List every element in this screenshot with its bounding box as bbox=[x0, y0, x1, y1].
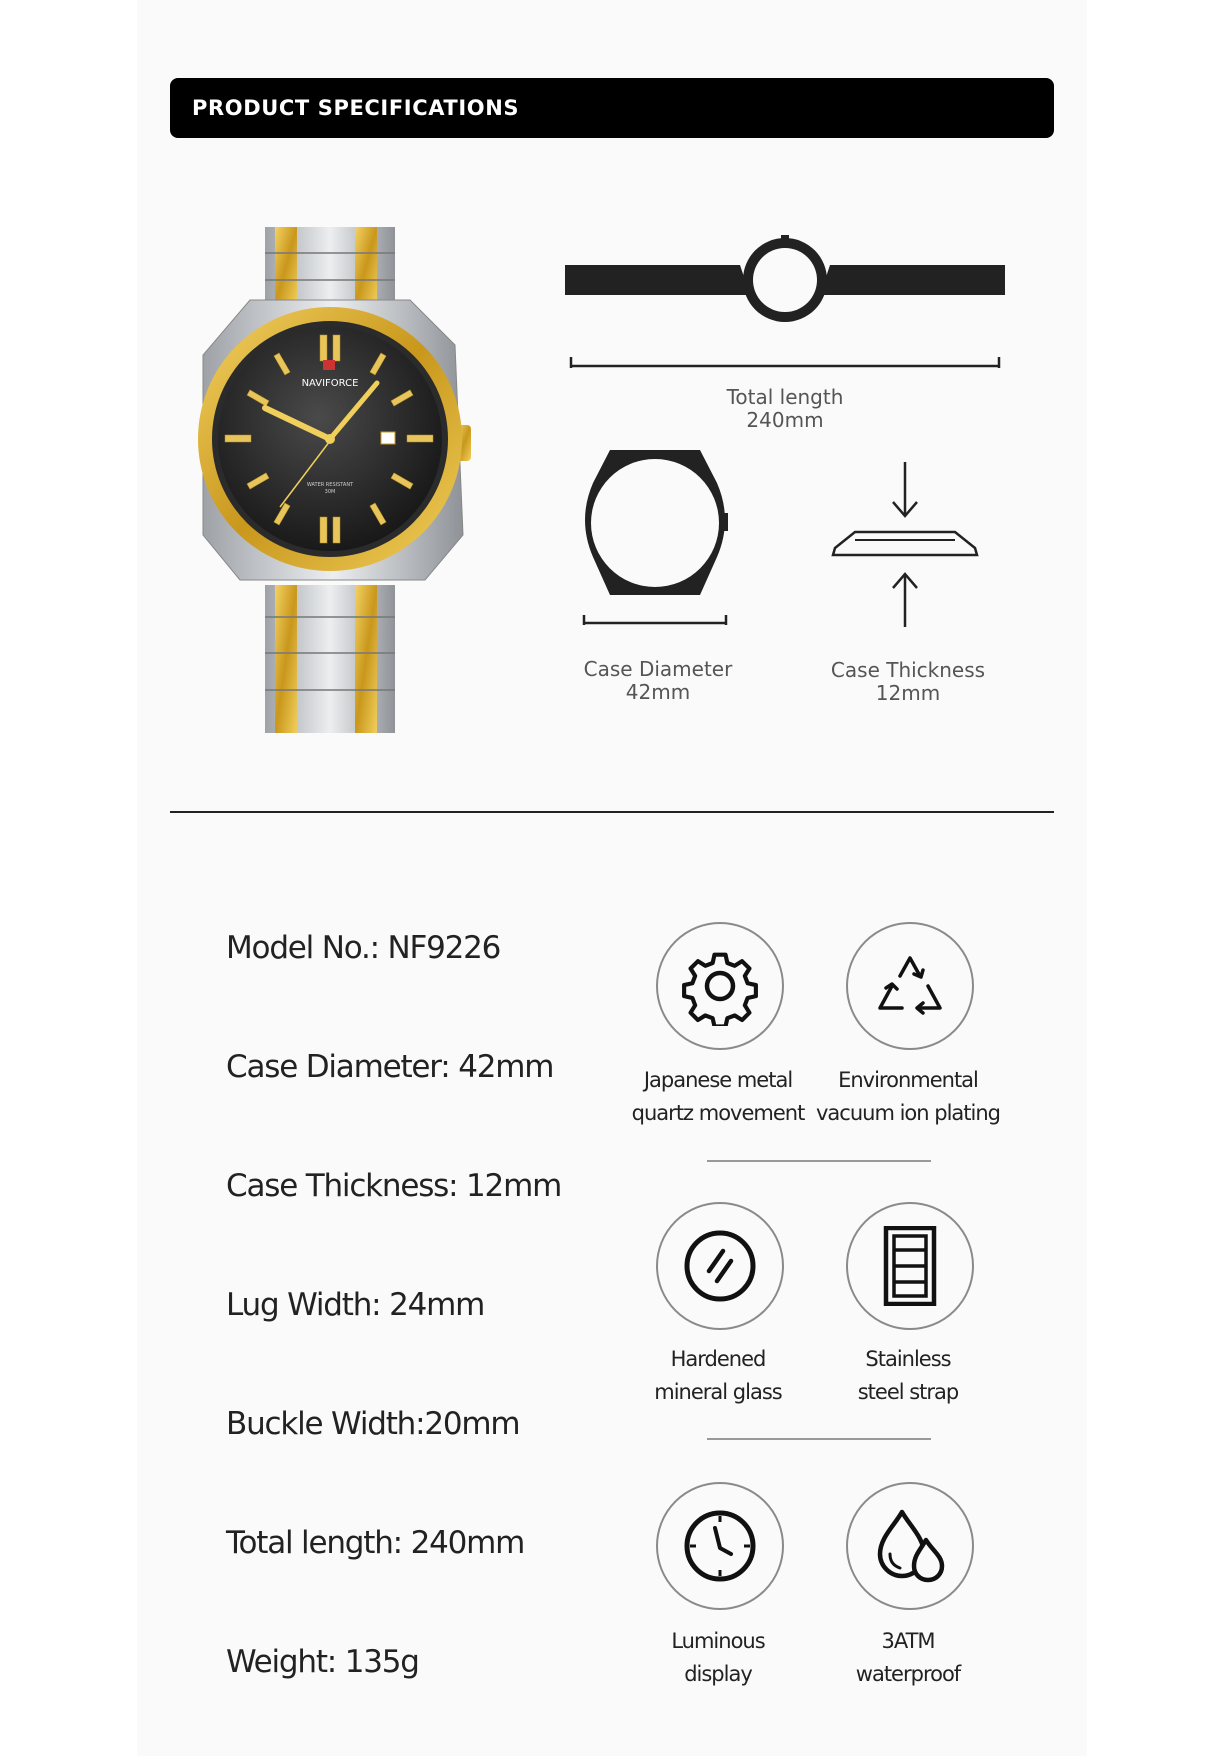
total-length-caption bbox=[685, 386, 885, 432]
watch-dial-depth-text: 30M bbox=[324, 489, 336, 495]
strap-length-diagram bbox=[560, 235, 1010, 375]
spec-case-thickness: Case Thickness: 12mm bbox=[226, 1168, 562, 1204]
feature-luminous bbox=[656, 1482, 784, 1610]
case-diameter-value: 42mm bbox=[625, 680, 691, 704]
feature-luminous-line1: Luminous bbox=[671, 1629, 765, 1653]
case-thickness-label: Case Thickness bbox=[830, 658, 986, 682]
clock-icon bbox=[680, 1506, 760, 1586]
feature-glass-line1: Hardened bbox=[670, 1347, 766, 1371]
feature-glass-line2: mineral glass bbox=[654, 1380, 782, 1404]
feature-ion-plating-line1: Environmental bbox=[838, 1068, 978, 1092]
section-divider bbox=[170, 811, 1054, 813]
total-length-label: Total length bbox=[726, 385, 844, 409]
feature-strap-line1: Stainless bbox=[865, 1347, 951, 1371]
feature-waterproof bbox=[846, 1482, 974, 1610]
feature-waterproof-line2: waterproof bbox=[855, 1662, 961, 1686]
header-bar bbox=[170, 78, 1054, 138]
feature-strap-label bbox=[808, 1343, 1008, 1409]
feature-movement bbox=[656, 922, 784, 1050]
feature-strap bbox=[846, 1202, 974, 1330]
total-length-value: 240mm bbox=[746, 408, 824, 432]
feature-glass bbox=[656, 1202, 784, 1330]
watch-brand-text: NAVIFORCE bbox=[301, 378, 359, 389]
feature-ion-plating-line2: vacuum ion plating bbox=[815, 1101, 1000, 1125]
feature-movement-label bbox=[618, 1064, 818, 1130]
recycle-icon bbox=[870, 946, 950, 1026]
spec-case-diameter: Case Diameter: 42mm bbox=[226, 1049, 554, 1085]
feature-divider bbox=[707, 1160, 931, 1162]
spec-buckle-width: Buckle Width:20mm bbox=[226, 1406, 520, 1442]
feature-strap-line2: steel strap bbox=[857, 1380, 959, 1404]
spec-total-length: Total length: 240mm bbox=[226, 1525, 525, 1561]
case-diameter-label: Case Diameter bbox=[583, 657, 733, 681]
feature-ion-plating bbox=[846, 922, 974, 1050]
case-thickness-diagram bbox=[825, 460, 985, 630]
feature-ion-plating-label bbox=[808, 1064, 1008, 1130]
case-thickness-caption bbox=[808, 659, 1008, 705]
feature-luminous-line2: display bbox=[684, 1662, 752, 1686]
glass-icon bbox=[680, 1226, 760, 1306]
feature-waterproof-label bbox=[808, 1625, 1008, 1691]
water-drops-icon bbox=[870, 1506, 950, 1586]
case-thickness-value: 12mm bbox=[875, 681, 941, 705]
feature-glass-label bbox=[618, 1343, 818, 1409]
spec-model-no: Model No.: NF9226 bbox=[226, 930, 501, 966]
header-title: PRODUCT SPECIFICATIONS bbox=[192, 96, 520, 120]
watch-dial-text: WATER RESISTANT bbox=[306, 482, 354, 488]
spec-weight: Weight: 135g bbox=[226, 1644, 419, 1680]
strap-icon bbox=[870, 1226, 950, 1306]
feature-movement-line2: quartz movement bbox=[631, 1101, 805, 1125]
case-diameter-diagram bbox=[575, 445, 735, 630]
spec-lug-width: Lug Width: 24mm bbox=[226, 1287, 485, 1323]
case-diameter-caption bbox=[558, 658, 758, 704]
feature-luminous-label bbox=[618, 1625, 818, 1691]
feature-divider bbox=[707, 1438, 931, 1440]
feature-movement-line1: Japanese metal bbox=[643, 1068, 793, 1092]
gear-icon bbox=[680, 946, 760, 1026]
feature-waterproof-line1: 3ATM bbox=[881, 1629, 935, 1653]
watch-image bbox=[195, 225, 495, 735]
